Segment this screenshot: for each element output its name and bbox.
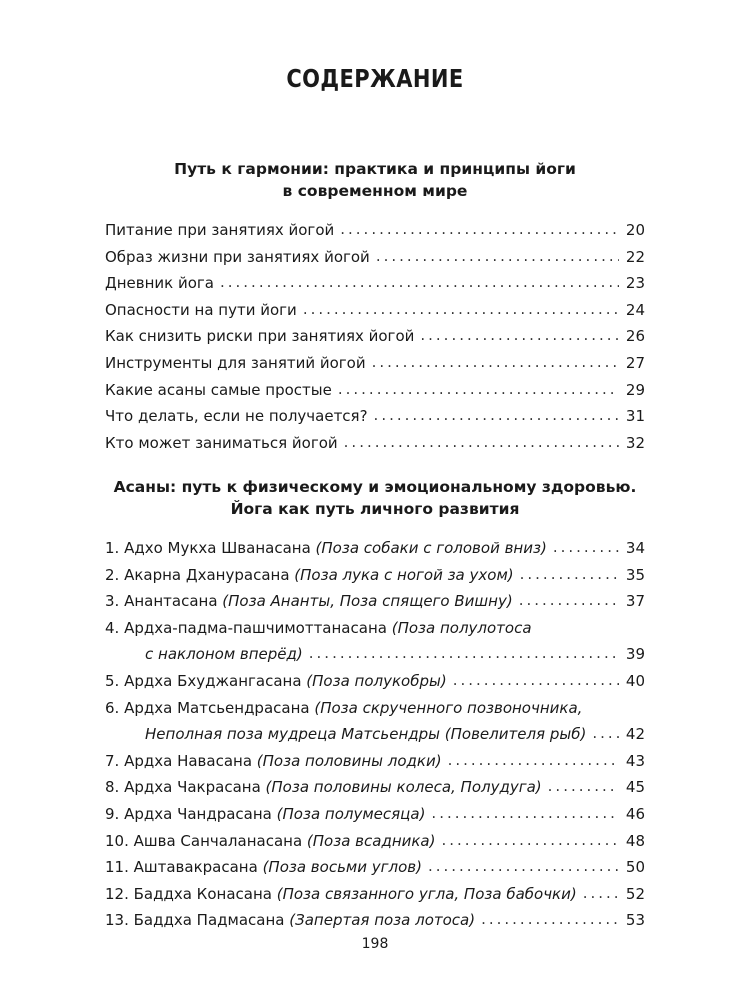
toc-entry-title: Питание при занятиях йогой bbox=[105, 221, 335, 239]
section-heading-2-line2: Йога как путь личного развития bbox=[230, 500, 520, 518]
leader-dots bbox=[481, 906, 619, 933]
asana-name: 2. Акарна Дханурасана bbox=[105, 565, 295, 584]
toc-entry-page: 46 bbox=[625, 804, 645, 823]
asana-name: 1. Адхо Мукха Шванасана bbox=[105, 539, 316, 557]
toc-entry-title bbox=[105, 774, 542, 801]
toc-entry-page: 24 bbox=[625, 300, 645, 319]
toc-entry-title: Инструменты для занятий йогой bbox=[105, 353, 366, 372]
asana-subtitle: (Поза полумесяца) bbox=[276, 804, 426, 823]
asana-subtitle: (Запертая поза лотоса) bbox=[289, 911, 476, 930]
toc-entry bbox=[105, 562, 645, 589]
toc-entry-title bbox=[105, 854, 422, 881]
asana-subtitle: (Поза половины колеса, Полудуга) bbox=[265, 778, 542, 797]
leader-dots bbox=[448, 747, 619, 774]
toc-entry bbox=[105, 668, 645, 695]
toc-entry bbox=[105, 244, 645, 271]
leader-dots bbox=[338, 376, 619, 403]
toc-entry-title bbox=[105, 748, 442, 775]
asana-subtitle: (Поза восьми углов) bbox=[262, 858, 422, 877]
toc-entry-continuation bbox=[105, 721, 645, 748]
leader-dots bbox=[519, 587, 619, 614]
leader-dots bbox=[376, 243, 619, 270]
section-heading-1 bbox=[0, 158, 750, 202]
asana-name: 11. Аштавакрасана bbox=[105, 858, 263, 877]
toc-entry-page: 42 bbox=[625, 725, 645, 744]
asana-name: 6. Ардха Матсьендрасана bbox=[105, 698, 315, 717]
asana-subtitle: (Поза собаки с головой вниз) bbox=[315, 539, 547, 557]
leader-dots bbox=[309, 640, 619, 667]
page-number: 198 bbox=[361, 936, 389, 952]
toc-entry-continuation bbox=[105, 641, 645, 668]
asana-name: 5. Ардха Бхуджангасана bbox=[105, 671, 307, 690]
asana-subtitle: (Поза связанного угла, Поза бабочки) bbox=[276, 884, 577, 903]
toc-entry-page: 20 bbox=[625, 221, 645, 239]
toc-entry-title bbox=[105, 881, 577, 908]
toc-entry bbox=[105, 270, 645, 297]
leader-dots bbox=[374, 402, 619, 429]
toc-entry-title bbox=[105, 615, 532, 642]
toc-entry bbox=[105, 297, 645, 324]
toc-entry-title bbox=[105, 907, 475, 934]
asana-name: 3. Анантасана bbox=[105, 592, 223, 611]
toc-entry-page: 37 bbox=[625, 592, 645, 611]
asana-subtitle-continuation: Неполная поза мудреца Матсьендры (Повелителя рыб) bbox=[145, 725, 587, 744]
leader-dots bbox=[428, 853, 619, 880]
asana-subtitle: (Поза половины лодки) bbox=[256, 751, 442, 770]
toc-entry-page: 50 bbox=[625, 858, 645, 877]
toc-entry-page: 22 bbox=[625, 247, 645, 266]
page-title: СОДЕРЖАНИЕ bbox=[286, 64, 464, 93]
toc-entry bbox=[105, 748, 645, 775]
toc-entry-page: 23 bbox=[625, 274, 645, 293]
toc-entry bbox=[105, 217, 645, 244]
toc-entry-title bbox=[105, 668, 447, 695]
toc-entry bbox=[105, 801, 645, 828]
toc-entry-page: 27 bbox=[625, 353, 645, 372]
toc-entry-page: 48 bbox=[625, 831, 645, 850]
asana-subtitle: (Поза скрученного позвоночника, bbox=[314, 698, 583, 717]
toc-entry-page: 29 bbox=[625, 380, 645, 399]
asana-name: 10. Ашва Санчаланасана bbox=[105, 831, 307, 850]
toc-entry-title: Какие асаны самые простые bbox=[105, 380, 332, 399]
toc-entry-page: 39 bbox=[625, 645, 645, 664]
toc-entry-title: Кто может заниматься йогой bbox=[105, 433, 338, 452]
asana-subtitle: (Поза лука с ногой за ухом) bbox=[294, 565, 514, 584]
toc-entry-title bbox=[105, 588, 513, 615]
toc-entry-page: 45 bbox=[625, 778, 645, 797]
section-heading-2 bbox=[0, 476, 750, 520]
toc-entry-page: 43 bbox=[625, 751, 645, 770]
toc-entry-page: 34 bbox=[625, 539, 645, 557]
leader-dots bbox=[340, 216, 619, 243]
toc-entry-page: 35 bbox=[625, 565, 645, 584]
toc-entry bbox=[105, 907, 645, 934]
toc-entry-title bbox=[105, 535, 547, 562]
asana-name: 4. Ардха-падма-пашчимоттанасана bbox=[105, 618, 392, 637]
toc-list-1 bbox=[105, 217, 645, 456]
toc-entry bbox=[105, 854, 645, 881]
toc-entry bbox=[105, 828, 645, 855]
toc-entry bbox=[105, 350, 645, 377]
toc-entry-title bbox=[105, 828, 435, 855]
toc-entry bbox=[105, 535, 645, 562]
toc-entry bbox=[105, 323, 645, 350]
leader-dots bbox=[303, 296, 619, 323]
toc-entry bbox=[105, 881, 645, 908]
toc-entry bbox=[105, 615, 645, 642]
leader-dots bbox=[431, 800, 619, 827]
toc-entry-title: Дневник йога bbox=[105, 274, 214, 293]
toc-entry-title bbox=[105, 562, 514, 589]
toc-entry-title bbox=[105, 695, 582, 722]
toc-entry-page: 40 bbox=[625, 671, 645, 690]
section-heading-2-line1: Асаны: путь к физическому и эмоциональному здоровью. bbox=[113, 478, 637, 496]
leader-dots bbox=[592, 720, 619, 747]
leader-dots bbox=[441, 827, 619, 854]
section-heading-1-line2: в современном мире bbox=[282, 182, 468, 200]
toc-list-2 bbox=[105, 535, 645, 934]
asana-subtitle: (Поза Ананты, Поза спящего Вишну) bbox=[222, 592, 513, 611]
leader-dots bbox=[520, 561, 619, 588]
leader-dots bbox=[453, 667, 619, 694]
toc-entry-page: 32 bbox=[625, 433, 645, 452]
toc-entry-title: Опасности на пути йоги bbox=[105, 300, 297, 319]
leader-dots bbox=[220, 269, 619, 296]
leader-dots bbox=[583, 880, 619, 907]
leader-dots bbox=[420, 322, 619, 349]
toc-entry-page: 52 bbox=[625, 884, 645, 903]
asana-name: 12. Баддха Конасана bbox=[105, 884, 277, 903]
toc-entry-page: 53 bbox=[625, 911, 645, 930]
toc-entry-title: Образ жизни при занятиях йогой bbox=[105, 247, 370, 266]
asana-name: 8. Ардха Чакрасана bbox=[105, 778, 266, 797]
leader-dots bbox=[553, 534, 619, 561]
leader-dots bbox=[344, 429, 619, 456]
toc-entry bbox=[105, 430, 645, 457]
toc-entry-title: Что делать, если не получается? bbox=[105, 407, 368, 426]
toc-entry-page: 26 bbox=[625, 327, 645, 346]
leader-dots bbox=[372, 349, 619, 376]
toc-entry-page: 31 bbox=[625, 407, 645, 426]
leader-dots bbox=[548, 773, 619, 800]
toc-entry bbox=[105, 377, 645, 404]
toc-entry bbox=[105, 403, 645, 430]
section-heading-1-line1: Путь к гармонии: практика и принципы йоги bbox=[174, 160, 576, 178]
asana-subtitle: (Поза полукобры) bbox=[306, 671, 447, 690]
toc-entry-title bbox=[105, 801, 425, 828]
asana-subtitle: (Поза всадника) bbox=[306, 831, 436, 850]
asana-name: 13. Баддха Падмасана bbox=[105, 911, 290, 930]
toc-entry bbox=[105, 588, 645, 615]
asana-subtitle-continuation: с наклоном вперёд) bbox=[145, 645, 303, 664]
asana-name: 7. Ардха Навасана bbox=[105, 751, 257, 770]
asana-subtitle: (Поза полулотоса bbox=[391, 618, 532, 637]
toc-entry bbox=[105, 695, 645, 722]
asana-name: 9. Ардха Чандрасана bbox=[105, 804, 277, 823]
toc-entry-title: Как снизить риски при занятиях йогой bbox=[105, 327, 415, 346]
toc-entry bbox=[105, 774, 645, 801]
